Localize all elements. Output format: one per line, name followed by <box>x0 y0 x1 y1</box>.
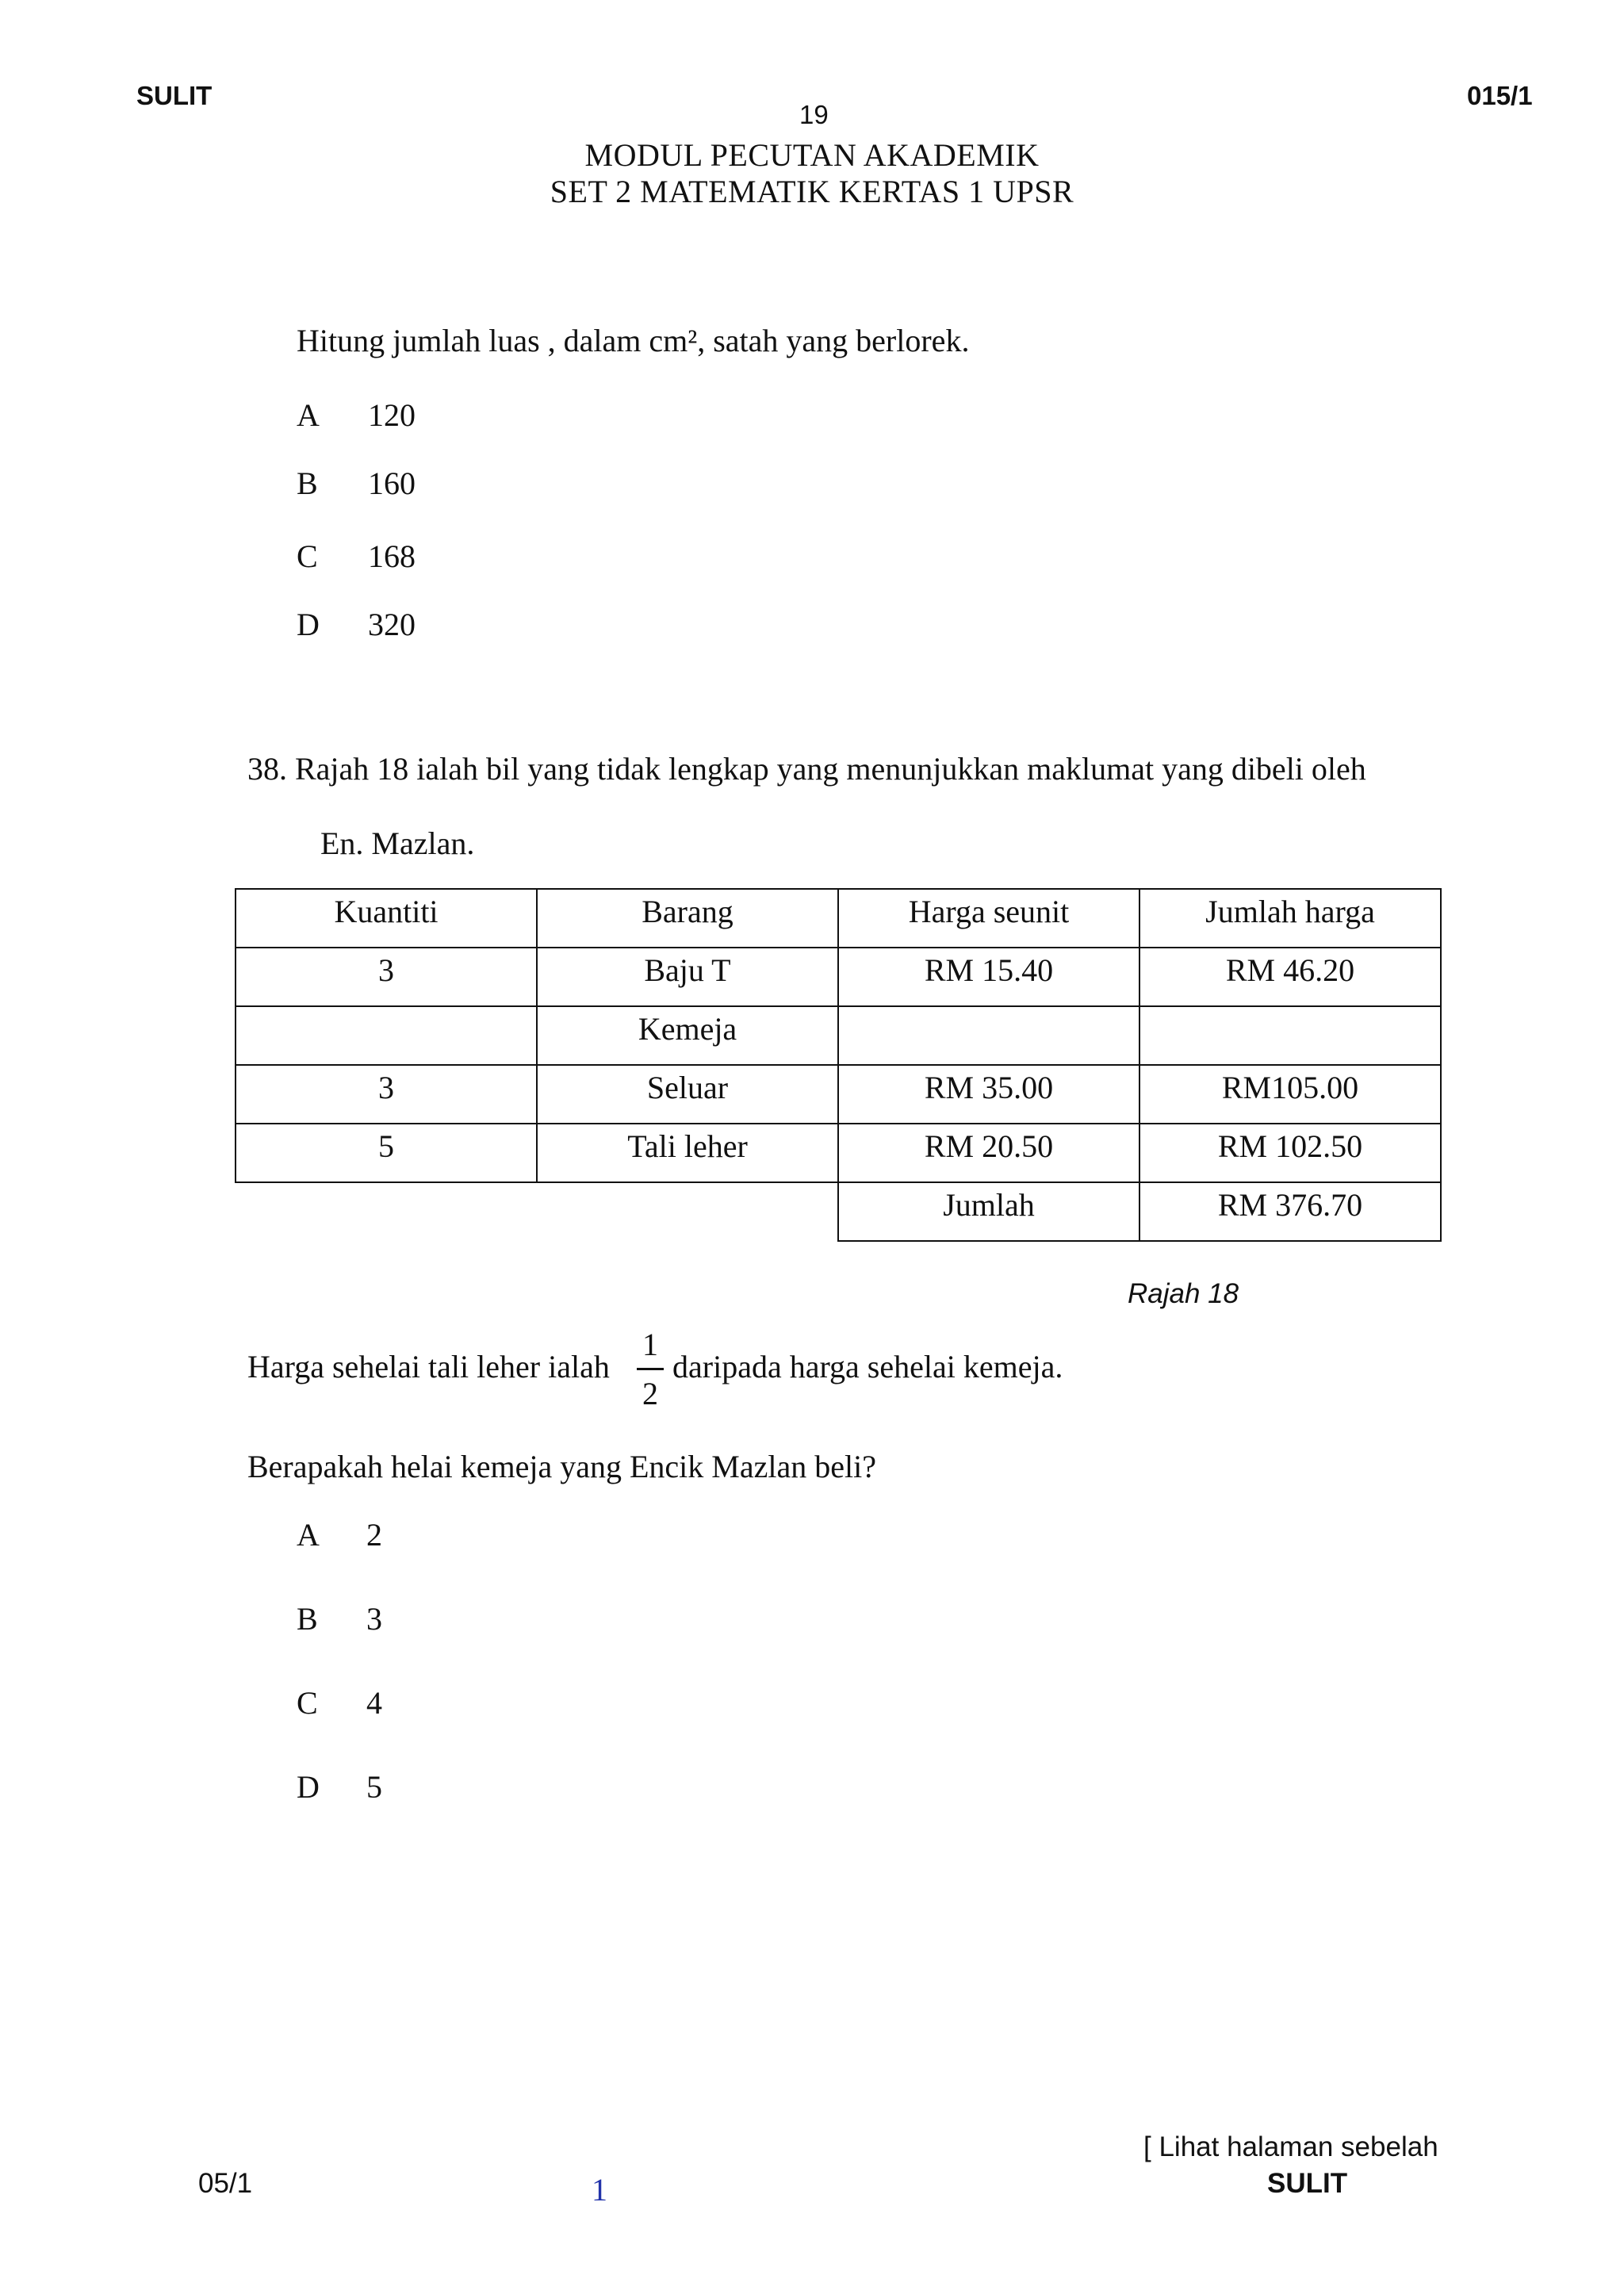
q38-option-c-letter: C <box>297 1685 318 1721</box>
table-cell: Seluar <box>537 1065 838 1124</box>
q37-option-c-value: 168 <box>368 538 416 574</box>
table-blank-cell <box>537 1182 838 1241</box>
q37-option-c-letter: C <box>297 538 318 574</box>
table-row <box>236 948 1441 1006</box>
header-code-right: 015/1 <box>1467 81 1533 110</box>
fraction-one-half <box>634 1326 666 1412</box>
q37-option-b-value: 160 <box>368 465 416 501</box>
q38-option-d-letter: D <box>297 1769 320 1805</box>
table-cell: RM105.00 <box>1139 1065 1441 1124</box>
q38-option-b-letter: B <box>297 1601 318 1637</box>
table-cell: Kemeja <box>537 1006 838 1065</box>
fraction-bar <box>637 1368 664 1370</box>
footer-sulit-right: SULIT <box>1267 2168 1348 2199</box>
q37-option-d-letter: D <box>297 607 320 642</box>
table-cell: Baju T <box>537 948 838 1006</box>
table-row <box>236 1065 1441 1124</box>
table-blank-cell <box>236 1182 537 1241</box>
table-cell: Tali leher <box>537 1124 838 1182</box>
q37-option-b-letter: B <box>297 465 318 501</box>
total-label: Jumlah <box>838 1182 1139 1241</box>
document-subtitle: SET 2 MATEMATIK KERTAS 1 UPSR <box>550 174 1074 209</box>
table-cell <box>838 1006 1139 1065</box>
table-cell: 3 <box>236 1065 537 1124</box>
footer-page-number: 1 <box>592 2172 607 2208</box>
q38-option-a-letter: A <box>297 1517 320 1553</box>
bill-table <box>235 888 1442 1242</box>
document-title: MODUL PECUTAN AKADEMIK <box>584 137 1040 173</box>
footer-code-left: 05/1 <box>198 2168 253 2199</box>
q37-option-a-value: 120 <box>368 397 416 433</box>
table-cell: RM 20.50 <box>838 1124 1139 1182</box>
table-header-cell: Barang <box>537 889 838 948</box>
table-cell: RM 35.00 <box>838 1065 1139 1124</box>
table-cell: RM 46.20 <box>1139 948 1441 1006</box>
table-row <box>236 1124 1441 1182</box>
q38-intro-line2: En. Mazlan. <box>320 825 475 861</box>
q38-intro-line1: 38. Rajah 18 ialah bil yang tidak lengkap yang menunjukkan maklumat yang dibeli oleh <box>247 751 1366 787</box>
q37-option-d-value: 320 <box>368 607 416 642</box>
table-header-cell: Harga seunit <box>838 889 1139 948</box>
table-header-cell: Kuantiti <box>236 889 537 948</box>
page-number: 19 <box>799 100 829 129</box>
q38-option-a-value: 2 <box>366 1517 382 1553</box>
table-cell <box>1139 1006 1441 1065</box>
q38-option-b-value: 3 <box>366 1601 382 1637</box>
table-header-row <box>236 889 1441 948</box>
q38-option-d-value: 5 <box>366 1769 382 1805</box>
q37-option-a-letter: A <box>297 397 320 433</box>
q38-question: Berapakah helai kemeja yang Encik Mazlan beli? <box>247 1449 876 1484</box>
fraction-denominator: 2 <box>642 1375 658 1411</box>
figure-caption: Rajah 18 <box>1128 1278 1239 1309</box>
header-sulit-left: SULIT <box>136 81 213 110</box>
q38-statement-after: daripada harga sehelai kemeja. <box>672 1349 1063 1384</box>
q37-question: Hitung jumlah luas , dalam cm², satah yang berlorek. <box>297 323 970 358</box>
q38-statement-before: Harga sehelai tali leher ialah <box>247 1349 610 1384</box>
table-cell: 3 <box>236 948 537 1006</box>
table-cell: 5 <box>236 1124 537 1182</box>
table-row <box>236 1006 1441 1065</box>
table-header-cell: Jumlah harga <box>1139 889 1441 948</box>
q38-option-c-value: 4 <box>366 1685 382 1721</box>
table-cell <box>236 1006 537 1065</box>
fraction-numerator: 1 <box>642 1327 658 1362</box>
table-cell: RM 102.50 <box>1139 1124 1441 1182</box>
table-cell: RM 15.40 <box>838 948 1139 1006</box>
footer-next-page-note: [ Lihat halaman sebelah <box>1143 2131 1438 2162</box>
table-total-row <box>236 1182 1441 1241</box>
total-value: RM 376.70 <box>1139 1182 1441 1241</box>
